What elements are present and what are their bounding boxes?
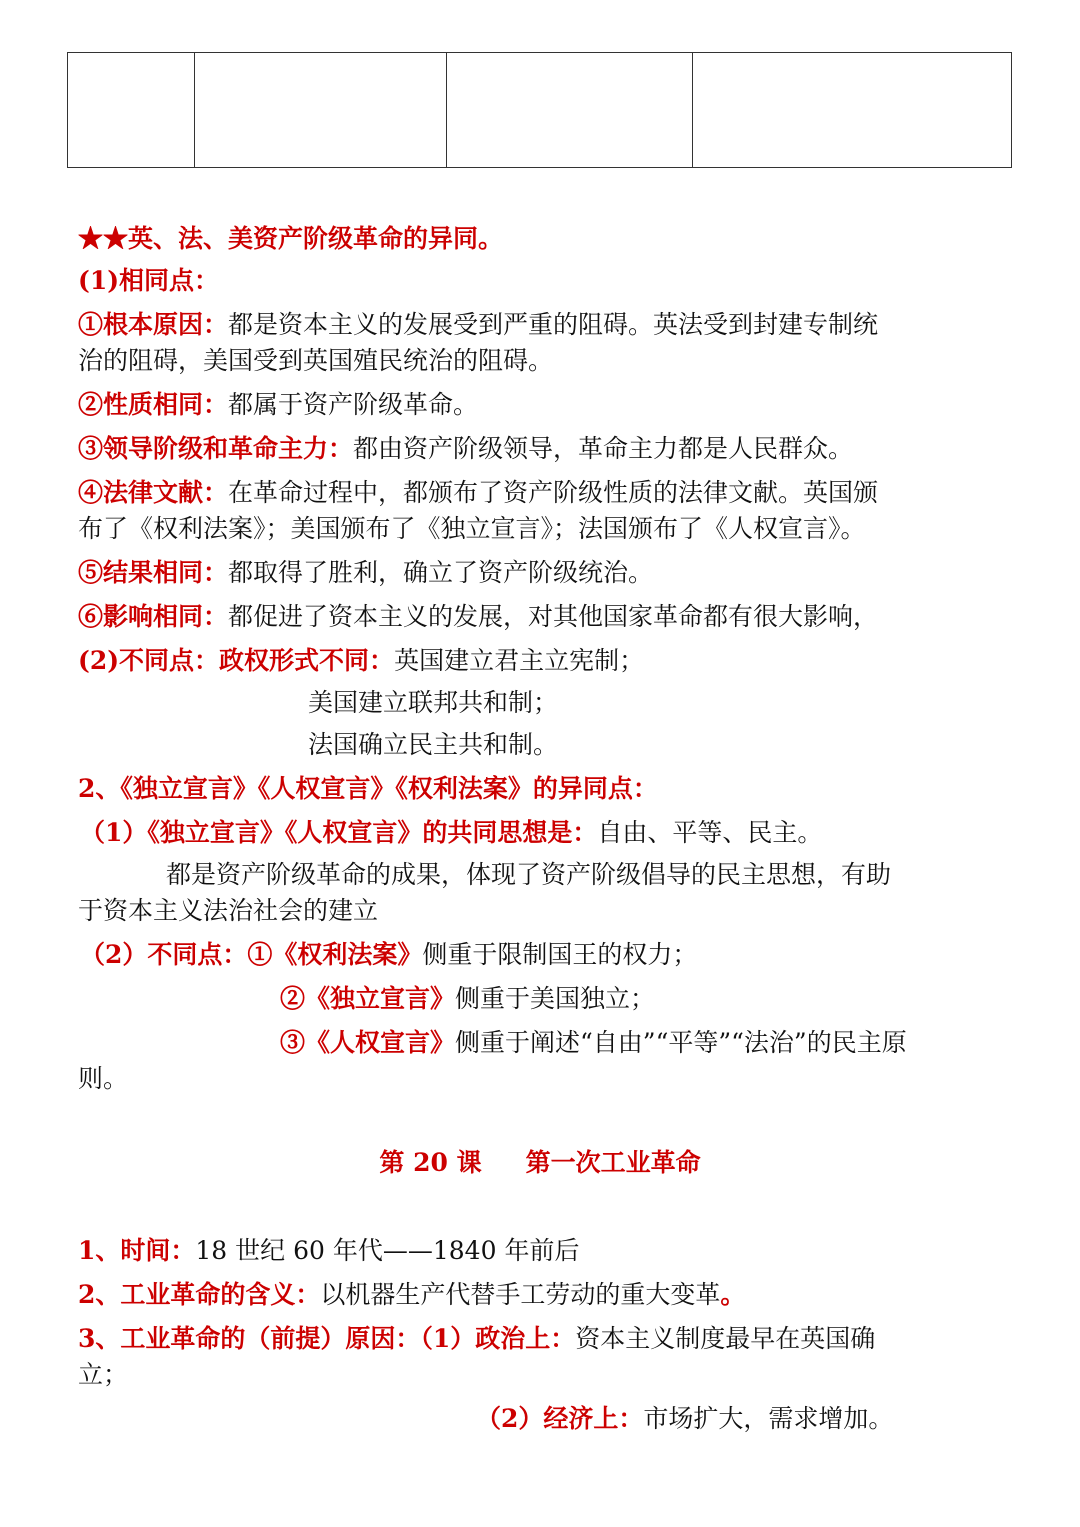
point-text: 18 世纪 60 年代——1840 年前后 bbox=[195, 1236, 580, 1265]
point-text: 都属于资产阶级革命。 bbox=[228, 390, 479, 419]
differences-fr: 法国确立民主共和制。 bbox=[308, 730, 559, 759]
point-label: （2）不同点：①《权利法案》 bbox=[80, 940, 423, 969]
point-label: ①根本原因： bbox=[78, 310, 229, 339]
difference-rights-of-man bbox=[280, 1026, 907, 1060]
point-leadership bbox=[78, 432, 853, 466]
common-paragraph-continued: 于资本主义法治社会的建立 bbox=[78, 896, 379, 925]
point-influence bbox=[78, 600, 878, 634]
differences-uk bbox=[78, 644, 644, 678]
point-punctuation: 。 bbox=[720, 1280, 746, 1309]
point-root-cause bbox=[78, 308, 878, 342]
point-label: ②《独立宣言》 bbox=[280, 984, 456, 1013]
point-text-continued: 治的阻碍，美国受到英国殖民统治的阻碍。 bbox=[78, 346, 554, 375]
table-cell bbox=[195, 53, 447, 168]
section-title-revolutions: ★★英、法、美资产阶级革命的异同。 bbox=[78, 224, 504, 253]
point-label: (2)不同点：政权形式不同： bbox=[78, 646, 395, 675]
item-causes-economic bbox=[476, 1402, 893, 1436]
point-text: 侧重于阐述“自由”“平等”“法治”的民主原 bbox=[455, 1028, 907, 1057]
point-label: 2、工业革命的含义： bbox=[78, 1280, 321, 1309]
point-label: ⑥影响相同： bbox=[78, 602, 229, 631]
point-text: 市场扩大，需求增加。 bbox=[643, 1404, 894, 1433]
point-label: （1）《独立宣言》《人权宣言》的共同思想是： bbox=[80, 818, 598, 847]
point-text-continued: 则。 bbox=[78, 1064, 129, 1093]
lesson-name: 第一次工业革命 bbox=[525, 1148, 701, 1177]
point-label: 3、工业革命的（前提）原因：（1）政治上： bbox=[78, 1324, 576, 1353]
difference-declaration-independence bbox=[280, 982, 655, 1016]
point-text: 侧重于美国独立； bbox=[455, 984, 656, 1013]
point-text: 都取得了胜利，确立了资产阶级统治。 bbox=[228, 558, 654, 587]
point-label: ④法律文献： bbox=[78, 478, 229, 507]
point-text: 自由、平等、民主。 bbox=[597, 818, 823, 847]
point-legal-documents bbox=[78, 476, 878, 510]
common-paragraph: 都是资产阶级革命的成果，体现了资产阶级倡导的民主思想，有助 bbox=[166, 860, 892, 889]
point-text: 都促进了资本主义的发展，对其他国家革命都有很大影响， bbox=[228, 602, 879, 631]
point-nature bbox=[78, 388, 478, 422]
lesson-number: 第 20 课 bbox=[379, 1148, 482, 1177]
table-cell bbox=[68, 53, 195, 168]
point-text: 以机器生产代替手工劳动的重大变革 bbox=[320, 1280, 721, 1309]
table-cell bbox=[447, 53, 693, 168]
point-text-continued: 立； bbox=[78, 1360, 129, 1389]
point-text: 侧重于限制国王的权力； bbox=[422, 940, 698, 969]
table-row bbox=[68, 53, 1012, 168]
top-table bbox=[67, 52, 1012, 168]
point-text: 都是资本主义的发展受到严重的阻碍。英法受到封建专制统 bbox=[228, 310, 879, 339]
point-label: ③领导阶级和革命主力： bbox=[78, 434, 354, 463]
point-result bbox=[78, 556, 653, 590]
item-causes bbox=[78, 1322, 875, 1356]
point-label: 1、时间： bbox=[78, 1236, 196, 1265]
item-meaning bbox=[78, 1278, 745, 1312]
section-title-documents: 2、《独立宣言》《人权宣言》《权利法案》的异同点： bbox=[78, 774, 658, 803]
point-text: 都由资产阶级领导，革命主力都是人民群众。 bbox=[353, 434, 854, 463]
lesson-heading bbox=[0, 1146, 1080, 1180]
difference-bill-of-rights bbox=[80, 938, 697, 972]
point-text: 资本主义制度最早在英国确 bbox=[575, 1324, 876, 1353]
same-points-heading: (1)相同点： bbox=[78, 266, 220, 295]
differences-us: 美国建立联邦共和制； bbox=[308, 688, 559, 717]
point-label: ③《人权宣言》 bbox=[280, 1028, 456, 1057]
table-cell bbox=[693, 53, 1012, 168]
point-text-continued: 布了《权利法案》；美国颁布了《独立宣言》；法国颁布了《人权宣言》。 bbox=[78, 514, 866, 543]
point-label: ②性质相同： bbox=[78, 390, 229, 419]
common-idea bbox=[80, 816, 822, 850]
item-time bbox=[78, 1234, 579, 1268]
point-label: ⑤结果相同： bbox=[78, 558, 229, 587]
point-text: 英国建立君主立宪制； bbox=[394, 646, 645, 675]
point-label: （2）经济上： bbox=[476, 1404, 644, 1433]
point-text: 在革命过程中，都颁布了资产阶级性质的法律文献。英国颁 bbox=[228, 478, 879, 507]
